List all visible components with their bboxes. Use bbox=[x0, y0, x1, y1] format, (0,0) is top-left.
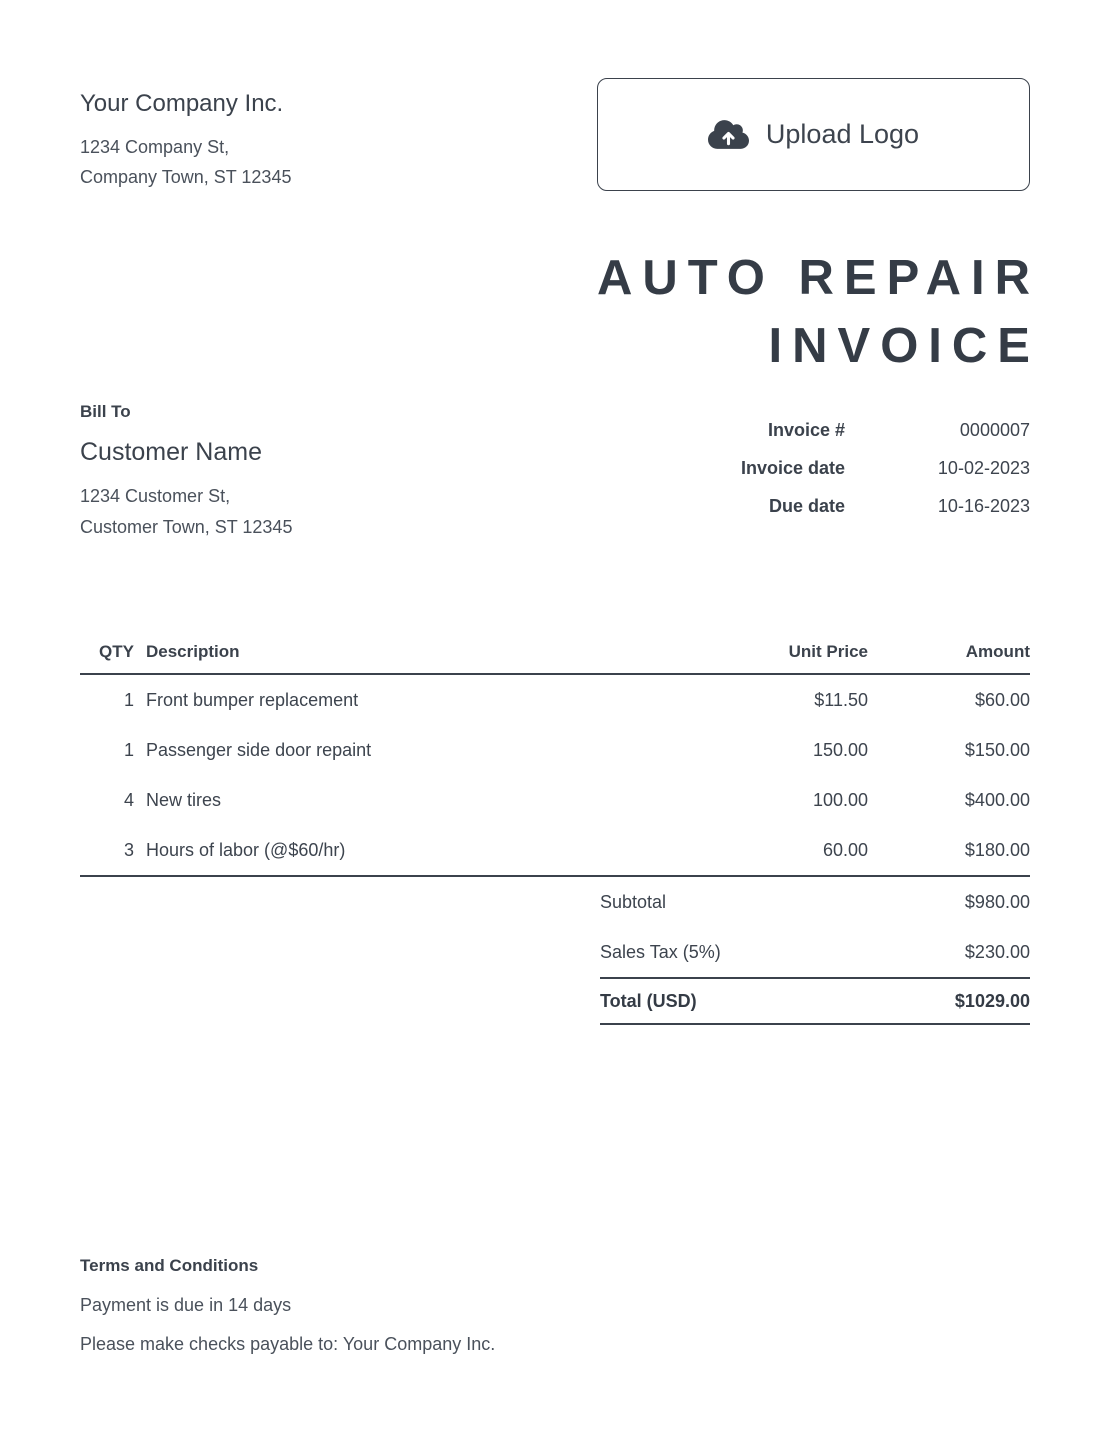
total-row bbox=[600, 977, 1030, 1025]
invoice-date-row bbox=[741, 458, 1030, 479]
items-table-header bbox=[80, 631, 1030, 675]
customer-address-line2: Customer Town, ST 12345 bbox=[80, 517, 293, 537]
due-date-row bbox=[741, 496, 1030, 517]
invoice-number-row bbox=[741, 420, 1030, 441]
customer-name: Customer Name bbox=[80, 438, 262, 466]
company-address-line2: Company Town, ST 12345 bbox=[80, 167, 292, 187]
company-address bbox=[80, 132, 291, 192]
totals-block bbox=[600, 877, 1030, 1025]
header-description: Description bbox=[146, 642, 240, 661]
document-title-line1: AUTO REPAIR bbox=[596, 251, 1040, 305]
invoice-meta-block bbox=[741, 402, 1030, 543]
table-row bbox=[80, 675, 1030, 725]
sales-tax-label: Sales Tax (5%) bbox=[600, 941, 721, 962]
bill-to-block bbox=[80, 402, 292, 543]
company-block bbox=[80, 78, 291, 192]
item-amount: $150.00 bbox=[964, 739, 1030, 760]
table-row bbox=[80, 775, 1030, 825]
customer-address-line1: 1234 Customer St, bbox=[80, 486, 231, 506]
cloud-upload-icon bbox=[708, 118, 749, 151]
invoice-date-label: Invoice date bbox=[740, 458, 845, 478]
sales-tax-row bbox=[600, 927, 1030, 977]
item-unit-price: 100.00 bbox=[812, 789, 868, 810]
document-title-line2: INVOICE bbox=[768, 319, 1040, 373]
terms-section bbox=[80, 1256, 495, 1355]
items-table bbox=[80, 631, 1030, 877]
item-description: New tires bbox=[146, 789, 222, 810]
item-amount: $60.00 bbox=[974, 689, 1030, 710]
document-title bbox=[80, 244, 1040, 380]
upload-logo-button[interactable] bbox=[597, 78, 1030, 191]
due-date-value: 10-16-2023 bbox=[937, 496, 1030, 516]
top-header bbox=[80, 78, 1030, 192]
table-row bbox=[80, 725, 1030, 775]
header-qty: QTY bbox=[99, 642, 134, 661]
item-unit-price: 60.00 bbox=[822, 839, 868, 860]
subtotal-row bbox=[600, 877, 1030, 927]
header-amount: Amount bbox=[965, 642, 1030, 661]
item-qty: 1 bbox=[123, 739, 134, 760]
invoice-date-value: 10-02-2023 bbox=[937, 458, 1030, 478]
items-table-body bbox=[80, 675, 1030, 877]
upload-logo-label: Upload Logo bbox=[765, 119, 920, 149]
bill-meta-section bbox=[80, 402, 1030, 543]
sales-tax-value: $230.00 bbox=[964, 941, 1030, 962]
header-unit-price: Unit Price bbox=[788, 642, 868, 661]
item-description: Hours of labor (@$60/hr) bbox=[146, 839, 346, 860]
item-description: Passenger side door repaint bbox=[146, 739, 372, 760]
total-value: $1029.00 bbox=[954, 990, 1030, 1011]
subtotal-label: Subtotal bbox=[600, 891, 667, 912]
total-label: Total (USD) bbox=[600, 990, 697, 1011]
subtotal-value: $980.00 bbox=[964, 891, 1030, 912]
invoice-number-value: 0000007 bbox=[959, 420, 1030, 440]
item-unit-price: $11.50 bbox=[814, 689, 868, 710]
item-amount: $180.00 bbox=[964, 839, 1030, 860]
item-qty: 1 bbox=[123, 689, 134, 710]
terms-line2: Please make checks payable to: Your Company Inc. bbox=[80, 1334, 496, 1354]
customer-address bbox=[80, 481, 292, 543]
item-description: Front bumper replacement bbox=[146, 689, 359, 710]
company-address-line1: 1234 Company St, bbox=[80, 137, 230, 157]
terms-line1: Payment is due in 14 days bbox=[80, 1295, 292, 1315]
invoice-number-label: Invoice # bbox=[767, 420, 845, 440]
terms-heading: Terms and Conditions bbox=[80, 1256, 259, 1275]
item-amount: $400.00 bbox=[964, 789, 1030, 810]
bill-to-heading: Bill To bbox=[80, 402, 131, 421]
item-unit-price: 150.00 bbox=[812, 739, 868, 760]
item-qty: 3 bbox=[123, 839, 134, 860]
due-date-label: Due date bbox=[768, 496, 845, 516]
company-name: Your Company Inc. bbox=[80, 90, 284, 117]
table-row bbox=[80, 825, 1030, 875]
item-qty: 4 bbox=[123, 789, 134, 810]
